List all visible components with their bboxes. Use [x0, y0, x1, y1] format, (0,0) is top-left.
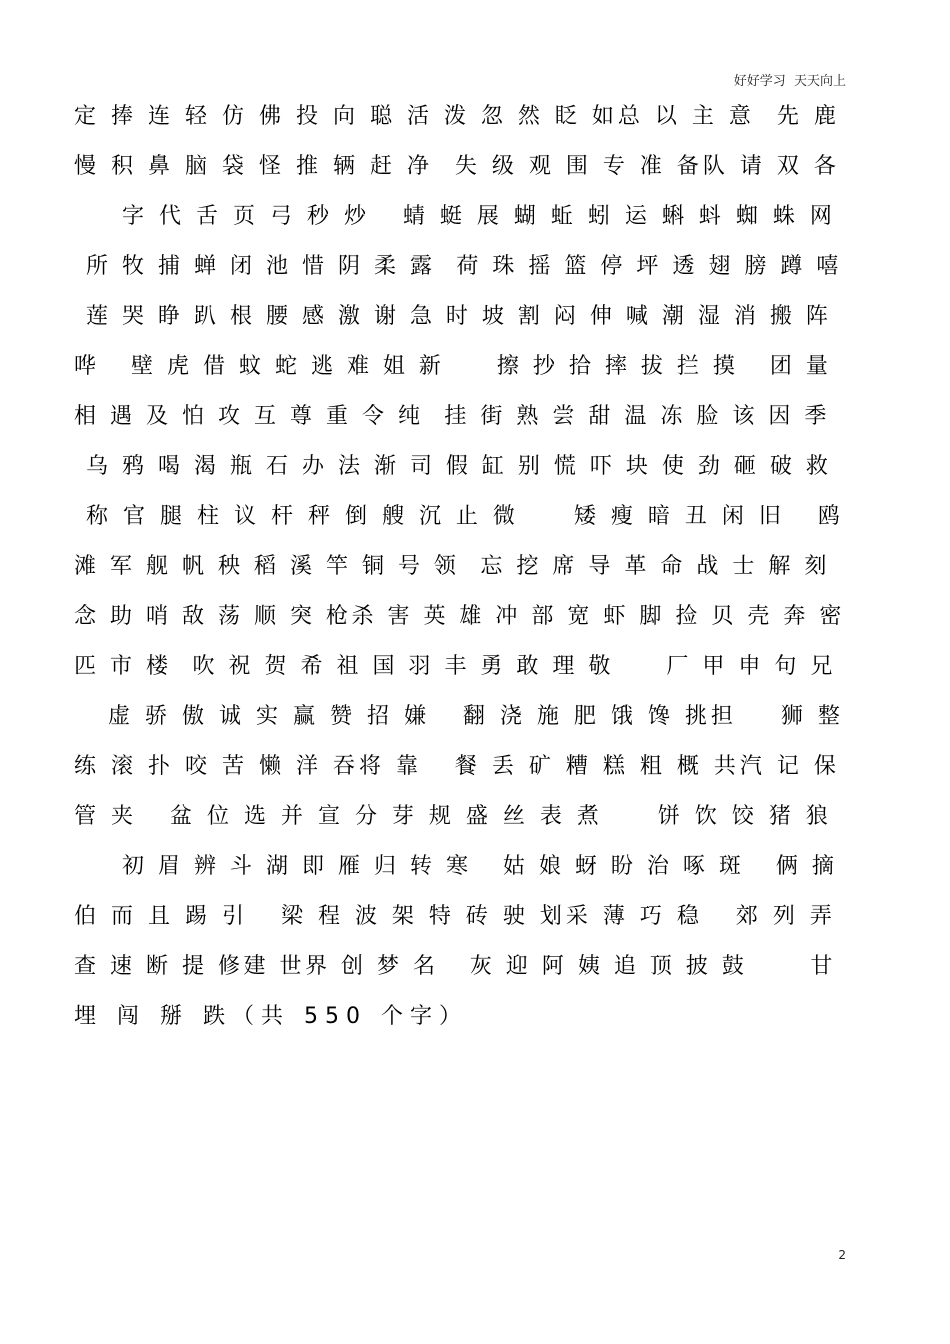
text-line: 匹 市 楼 吹 祝 贺 希 祖 国 羽 丰 勇 敢 理 敬 厂 甲 申 句 兄	[74, 654, 836, 679]
text-line: 伯 而 且 踢 引 梁 程 波 架 特 砖 驶 划采 薄 巧 稳 郊 列 弄	[74, 904, 836, 929]
text-line: 管 夹 盆 位 选 并 宣 分 芽 规 盛 丝 表 煮 饼 饮 饺 猪 狼	[74, 804, 832, 829]
text-line: 乌 鸦 喝 渴 瓶 石 办 法 渐 司 假 缸 别 慌 吓 块 使 劲 砸 破 救	[86, 454, 832, 479]
text-line: 虚 骄 傲 诚 实 赢 赞 招 嫌 翻 浇 施 肥 饿 馋 挑担 狮 整	[108, 704, 844, 729]
text-line: 查 速 断 提 修建 世界 创 梦 名 灰 迎 阿 姨 追 顶 披 鼓 甘	[74, 954, 836, 979]
text-line: 莲 哭 睁 趴 根 腰 感 激 谢 急 时 坡 割 闷 伸 喊 潮 湿 消 搬 阵	[86, 304, 832, 329]
text-line: 埋 闯 掰 跌（共 550 个字）	[74, 1004, 468, 1029]
text-line: 定 捧 连 轻 仿 佛 投 向 聪 活 泼 忽 然 眨 如总 以 主 意 先 鹿	[74, 104, 840, 129]
text-line: 念 助 哨 敌 荡 顺 突 枪杀 害 英 雄 冲 部 宽 虾 脚 捡 贝 壳 奔 密	[74, 604, 845, 629]
text-line: 滩 军 舰 帆 秧 稻 溪 竿 铜 号 领 忘 挖 席 导 革 命 战 士 解 刻	[74, 554, 830, 579]
text-line: 练 滚 扑 咬 苦 懒 洋 吞将 靠 餐 丢 矿 糟 糕 粗 概 共汽 记 保	[74, 754, 840, 779]
text-line: 字 代 舌 页 弓 秒 炒 蜻 蜓 展 蝴 蚯 蚓 运 蝌 蚪 蜘 蛛 网	[122, 204, 836, 229]
page-number: 2	[838, 1248, 846, 1262]
text-line: 相 遇 及 怕 攻 互 尊 重 令 纯 挂 街 熟 尝 甜 温 冻 脸 该 因 季	[74, 404, 830, 429]
text-line: 称 官 腿 柱 议 杆 秤 倒 艘 沉 止 微 矮 瘦 暗 丑 闲 旧 鸥	[86, 504, 844, 529]
text-line: 所 牧 捕 蝉 闭 池 惜 阴 柔 露 荷 珠 摇 篮 停 坪 透 翅 膀 蹲 嘻	[86, 254, 842, 279]
text-line: 哗 壁 虎 借 蚊 蛇 逃 难 姐 新 擦 抄 拾 摔 拔 拦 摸 团 量	[74, 354, 832, 379]
text-line: 初 眉 辨 斗 湖 即 雁 归 转 寒 姑 娘 蚜 盼 治 啄 斑 俩 摘	[122, 854, 838, 879]
text-line: 慢 积 鼻 脑 袋 怪 推 辆 赶 净 失 级 观 围 专 准 备队 请 双 各	[74, 154, 840, 179]
page-header: 好好学习 天天向上	[733, 74, 846, 89]
